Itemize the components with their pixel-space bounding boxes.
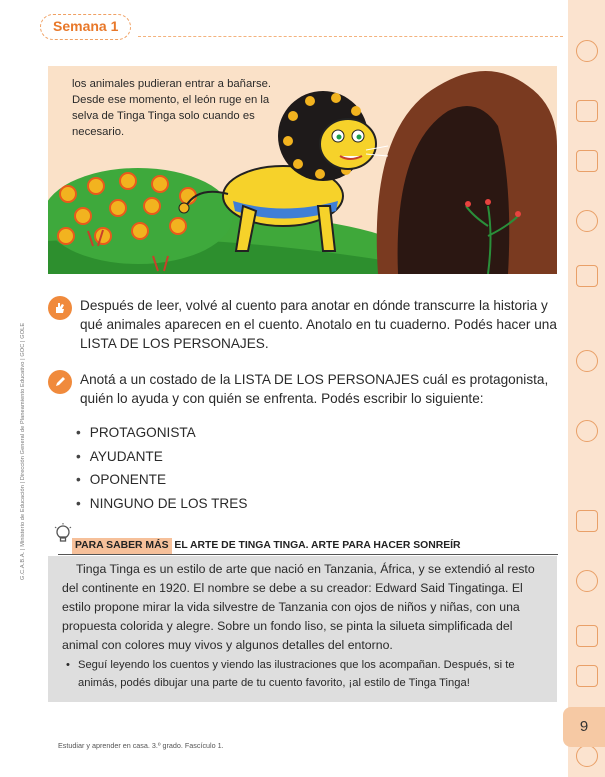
info-box [48,556,557,702]
cursive-doodle-icon [576,420,598,442]
speech-doodle-icon [576,350,598,372]
info-box-label: PARA SABER MÁS [72,538,172,554]
story-illustration [48,66,557,274]
vertical-credits: G.C.A.B.A. | Ministerio de Educación | Dirección General de Planeamiento Educativo | GOC | GOLE [20,322,26,580]
instruction-annotate-text: Anotá a un costado de la LISTA DE LOS PERSONAJES cuál es protagonista, quién lo ayuda y con quién se enfrenta. Podés escribir lo siguiente: [80,372,549,406]
letter-a-doodle-icon [576,510,598,532]
header-divider [138,36,563,37]
side-strip [568,0,605,777]
page-number: 9 [563,707,605,747]
week-label: Semana 1 [40,14,131,40]
hand-icon [48,296,72,320]
music-doodle-icon [576,745,598,767]
list-item: • PROTAGONISTA [76,421,247,445]
info-box-header [58,538,558,555]
notebook-doodle-icon [576,150,598,172]
face-doodle-icon [576,40,598,62]
book-doodle-icon [576,100,598,122]
pencil-icon [48,370,72,394]
list-item: • AYUDANTE [76,445,247,469]
instruction-annotate [48,370,568,408]
instruction-read [48,296,568,353]
page-doodle-icon [576,265,598,287]
letter-doodle-icon [576,210,598,232]
list-item: • OPONENTE [76,468,247,492]
instruction-read-text: Después de leer, volvé al cuento para anotar en dónde transcurre la historia y qué animales aparecen en el cuento. Anotalo en tu cuaderno. Podés hacer una LISTA DE LOS PERSONAJES. [80,298,557,351]
footer-text: Estudiar y aprender en casa. 3.º grado. Fascículo 1. [58,741,224,750]
info-box-body: Tinga Tinga es un estilo de arte que nació en Tanzania, África, y se extendió al resto del continente en 1920. El nombre se debe a su creador: Edward Said Tingatinga. El estilo propone mirar la vida silvestre de Tanzania con ojos de niños y niñas, con una propuesta colorida y alegre. Sobre un fondo liso, se pinta la silueta simplificada del animal con colores muy vivos y algunos detalles del entorno. [62,562,535,652]
list-item: • NINGUNO DE LOS TRES [76,492,247,516]
roles-list [76,421,247,515]
info-box-title: EL ARTE DE TINGA TINGA. ARTE PARA HACER SONREÍR [174,540,461,551]
pencil-doodle-icon [576,625,598,647]
story-excerpt: los animales pudieran entrar a bañarse. Desde ese momento, el león ruge en la selva de Tinga Tinga solo cuando es necesario. [72,78,272,138]
megaphone-doodle-icon [576,570,598,592]
card-doodle-icon [576,665,598,687]
info-box-tip: • Seguí leyendo los cuentos y viendo las ilustraciones que los acompañan. Después, si te animás, podés dibujar una parte de tu cuento favorito, ¡al estilo de Tinga Tinga! [62,656,541,692]
